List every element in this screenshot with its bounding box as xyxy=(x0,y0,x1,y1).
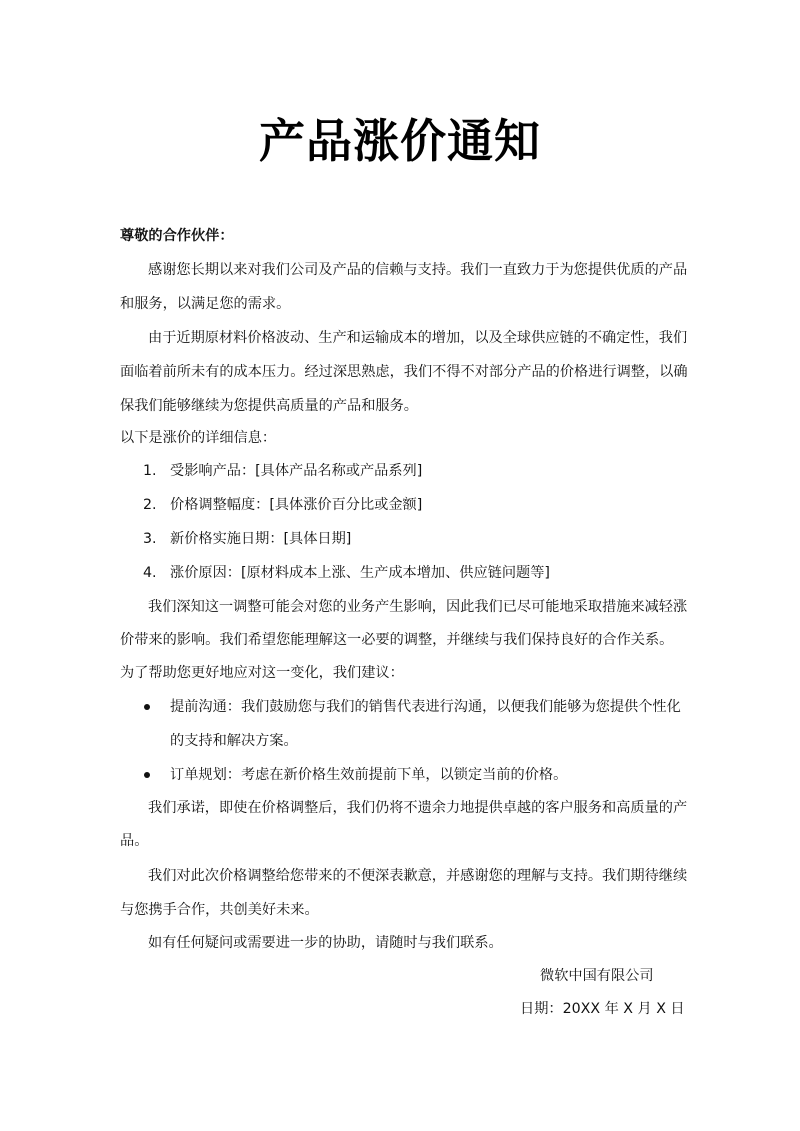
signature-company: 微软中国有限公司 xyxy=(540,968,654,984)
reason-line-2: 面临着前所未有的成本压力。经过深思熟虑，我们不得不对部分产品的价格进行调整，以确 xyxy=(120,364,688,380)
impact-line-2: 价带来的影响。我们希望您能理解这一必要的调整，并继续与我们保持良好的合作关系。 xyxy=(120,632,674,648)
apology-line-2: 与您携手合作，共创美好未来。 xyxy=(120,902,319,918)
promise-line-1: 我们承诺，即使在价格调整后，我们仍将不遗余力地提供卓越的客户服务和高质量的产 xyxy=(148,800,688,816)
detail-item-reason: 涨价原因：[原材料成本上涨、生产成本增加、供应链问题等] xyxy=(170,565,550,581)
reason-line-1: 由于近期原材料价格波动、生产和运输成本的增加，以及全球供应链的不确定性，我们 xyxy=(148,330,688,346)
signature-date: 日期：20XX 年 X 月 X 日 xyxy=(520,1001,685,1017)
details-heading: 以下是涨价的详细信息： xyxy=(120,430,277,446)
promise-line-2: 品。 xyxy=(120,833,149,849)
detail-item-affected-products: 受影响产品：[具体产品名称或产品系列] xyxy=(170,463,423,479)
suggestion-heading: 为了帮助您更好地应对这一变化，我们建议： xyxy=(120,665,404,681)
apology-line-1: 我们对此次价格调整给您带来的不便深表歉意，并感谢您的理解与支持。我们期待继续 xyxy=(148,868,688,884)
salutation: 尊敬的合作伙伴： xyxy=(120,228,234,244)
detail-number: 1. xyxy=(143,463,157,479)
suggestion-item-1-line-2: 的支持和解决方案。 xyxy=(170,733,298,749)
detail-item-effective-date: 新价格实施日期：[具体日期] xyxy=(170,531,352,547)
bullet-dot xyxy=(144,704,150,710)
impact-line-1: 我们深知这一调整可能会对您的业务产生影响，因此我们已尽可能地采取措施来减轻涨 xyxy=(148,599,688,615)
suggestion-item-2: 订单规划：考虑在新价格生效前提前下单，以锁定当前的价格。 xyxy=(170,767,568,783)
contact-line: 如有任何疑问或需要进一步的协助，请随时与我们联系。 xyxy=(148,935,503,951)
suggestion-item-1-line-1: 提前沟通：我们鼓励您与我们的销售代表进行沟通，以便我们能够为您提供个性化 xyxy=(170,699,681,715)
detail-number: 3. xyxy=(143,531,157,547)
intro-line-1: 感谢您长期以来对我们公司及产品的信赖与支持。我们一直致力于为您提供优质的产品 xyxy=(148,262,688,278)
intro-line-2: 和服务，以满足您的需求。 xyxy=(120,296,291,312)
bullet-dot xyxy=(144,772,150,778)
reason-line-3: 保我们能够继续为您提供高质量的产品和服务。 xyxy=(120,398,418,414)
detail-number: 4. xyxy=(143,565,157,581)
detail-number: 2. xyxy=(143,497,157,513)
document-title: 产品涨价通知 xyxy=(259,114,541,168)
detail-item-price-adjustment: 价格调整幅度：[具体涨价百分比或金额] xyxy=(170,497,423,513)
